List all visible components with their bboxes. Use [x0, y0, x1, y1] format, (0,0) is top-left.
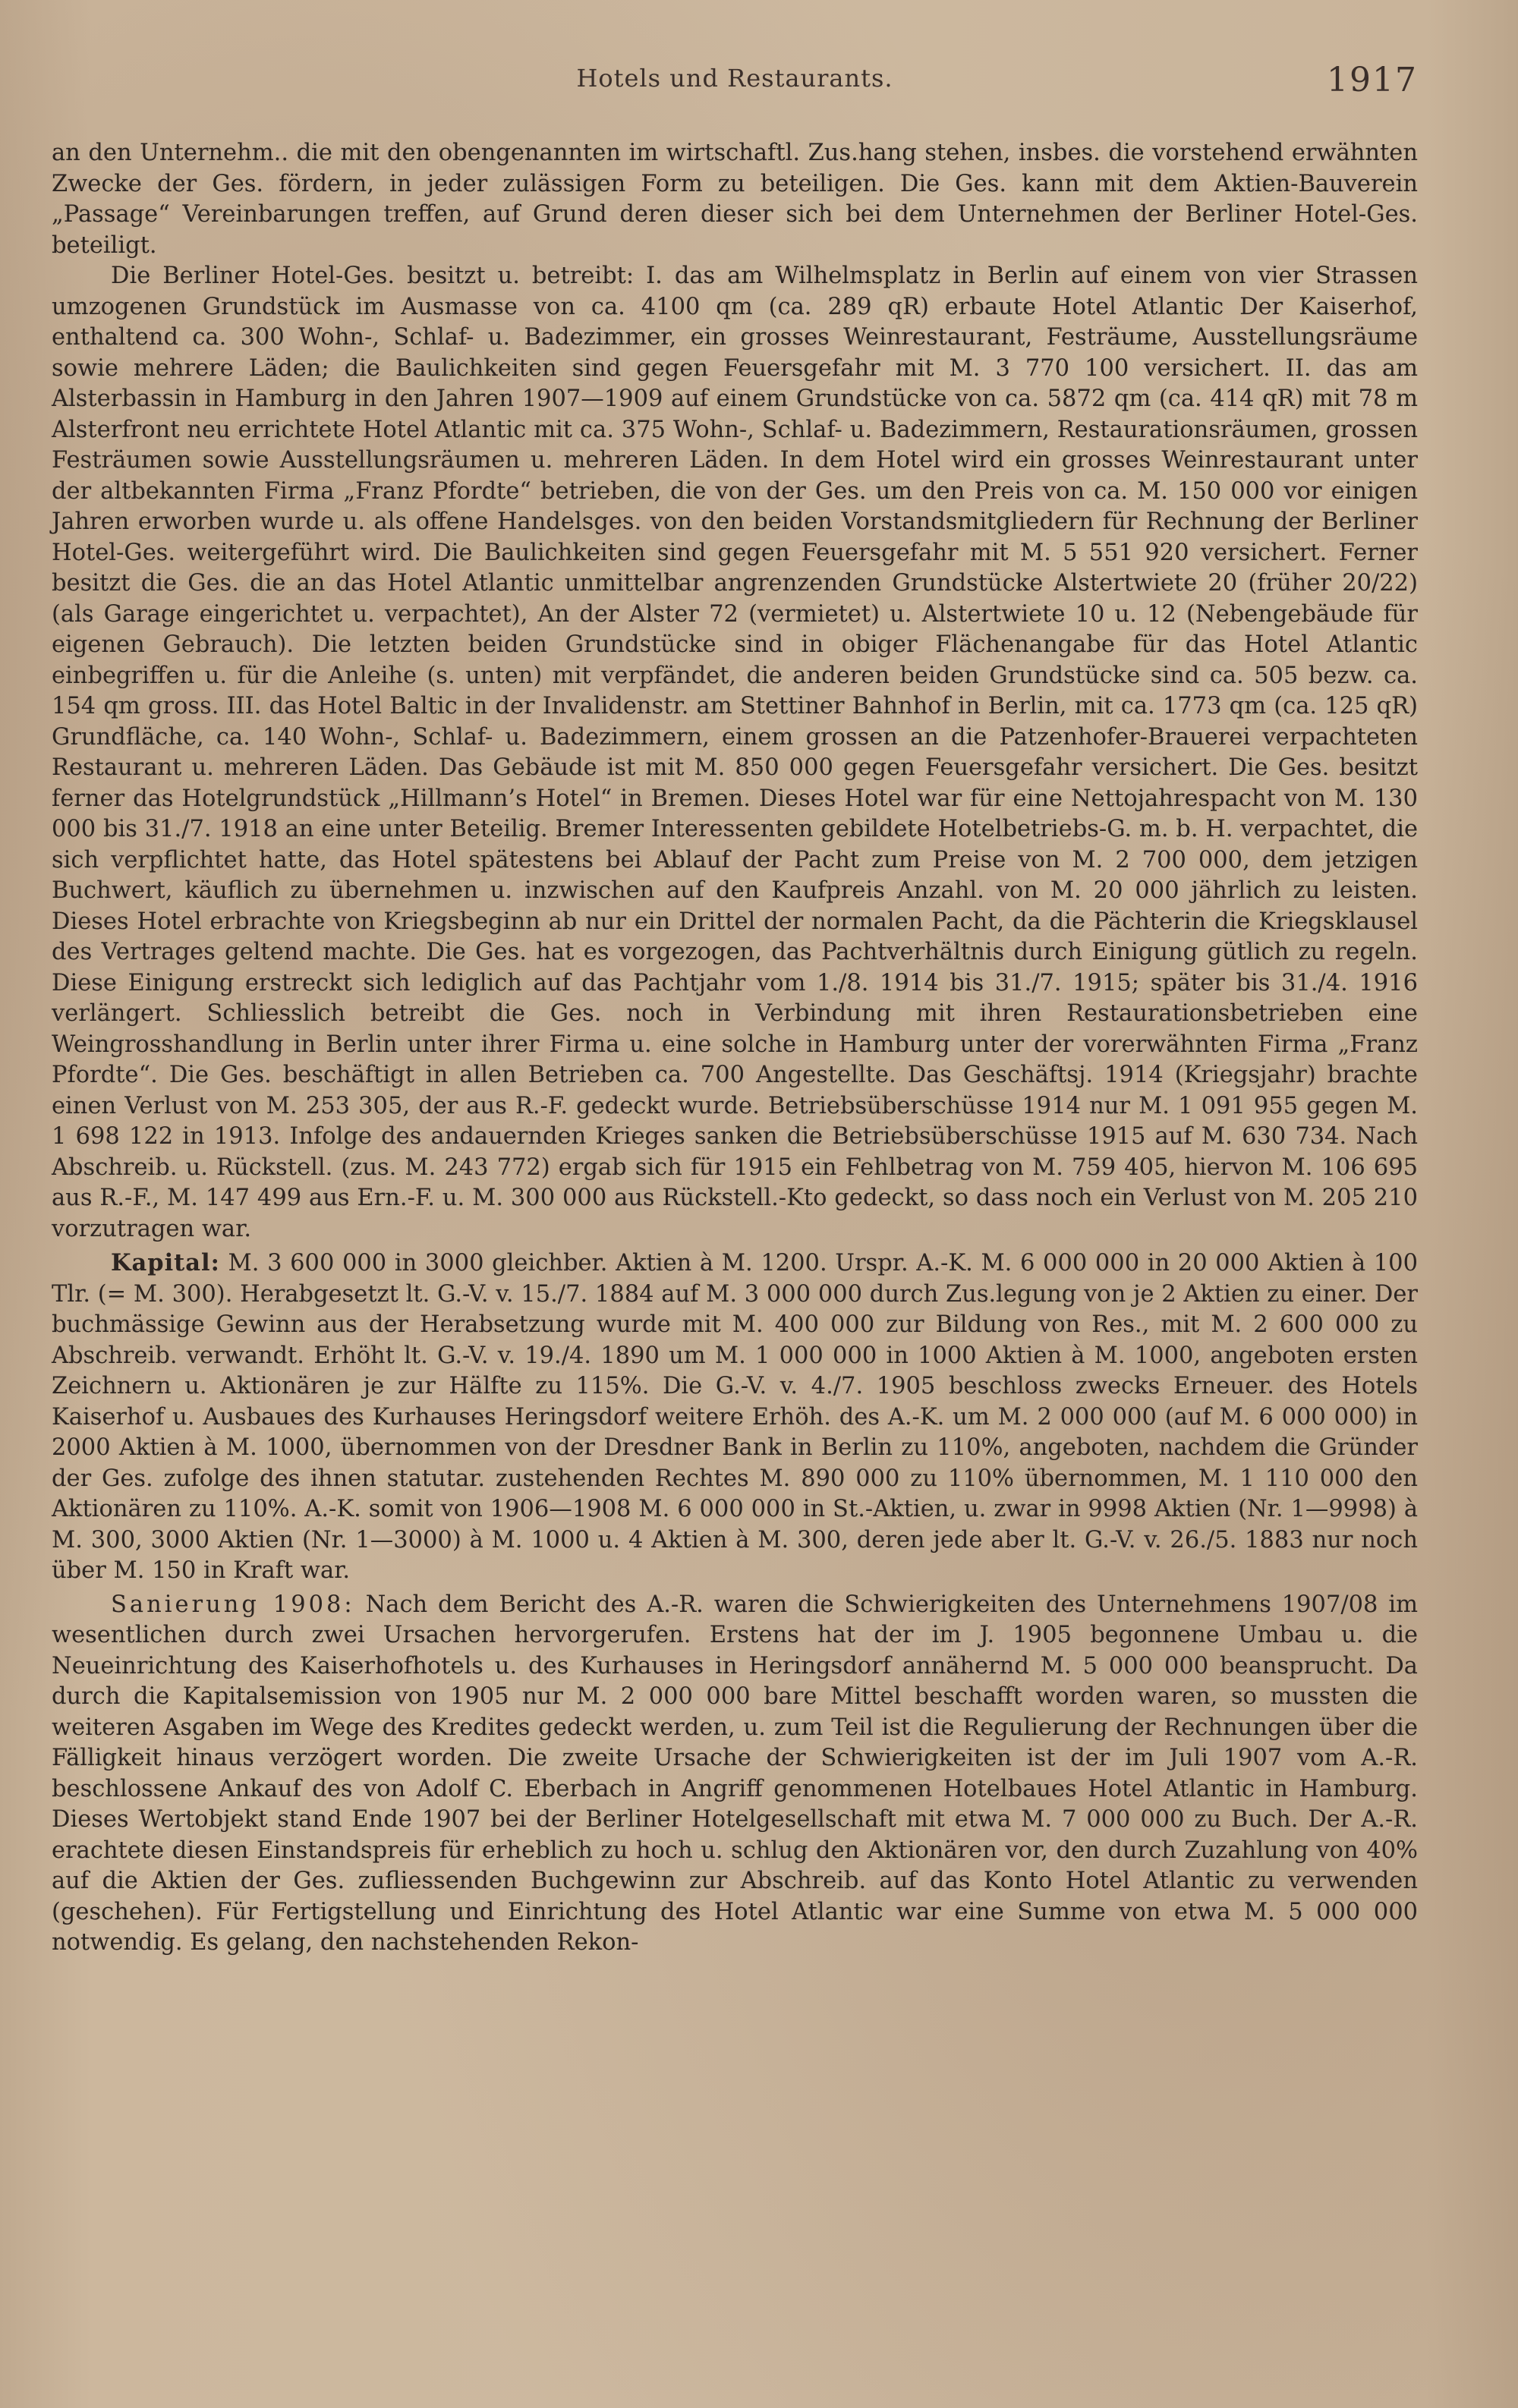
sanierung-text: Nach dem Bericht des A.-R. waren die Schwierigkeiten des Unternehmens 1907/08 im wesentlichen durch zwei Ursachen hervorgerufen. Erstens hat der im J. 1905 begonnene Umbau u. die Neueinrichtung des Kaiserhofhotels u. des Kurhauses in Heringsdorf annähernd M. 5 000 000 beansprucht. Da durch die Kapitalsemission von 1905 nur M. 2 000 000 bare Mittel beschafft worden waren, so mussten die weiteren Asgaben im Wege des Kredites gedeckt werden, u. zum Teil ist die Regulierung der Rechnungen über die Fälligkeit hinaus verzögert worden. Die zweite Ursache der Schwierigkeiten ist der im Juli 1907 vom A.-R. beschlossene Ankauf des von Adolf C. Eberbach in Angriff genommenen Hotelbaues Hotel Atlantic in Hamburg. Dieses Wertobjekt stand Ende 1907 bei der Berliner Hotelgesellschaft mit etwa M. 7 000 000 zu Buch. Der A.-R. erachtete diesen Einstandspreis für erheblich zu hoch u. schlug den Aktionären vor, den durch Zuzahlung von 40% auf die Aktien der Ges. zufliessenden Buchgewinn zur Abschreib. auf das Konto Hotel Atlantic zu verwenden (geschehen). Für Fertigstellung und Einrichtung des Hotel Atlantic war eine Summe von etwa M. 5 000 000 notwendig. Es gelang, den nachstehenden Rekon- [52, 1591, 1418, 1956]
paragraph-continuation: an den Unternehm.. die mit den obengenannten im wirtschaftl. Zus.hang stehen, insbes. die vorstehend erwähnten Zwecke der Ges. fördern, in jeder zulässigen Form zu beteiligen. Die Ges. kann mit dem Aktien-Bauverein „Passage“ Vereinbarungen treffen, auf Grund deren dieser sich bei dem Unternehmen der Berliner Hotel-Ges. beteiligt. [52, 140, 1418, 259]
page-header [52, 59, 1418, 105]
kapital-label: Kapital: [111, 1249, 220, 1276]
kapital-text: M. 3 600 000 in 3000 gleichber. Aktien à M. 1200. Urspr. A.-K. M. 6 000 000 in 20 000 Aktien à 100 Tlr. (= M. 300). Herabgesetzt lt. G.-V. v. 15./7. 1884 auf M. 3 000 000 durch Zus.legung von je 2 Aktien zu einer. Der buchmässige Gewinn aus der Herabsetzung wurde mit M. 400 000 zur Bildung von Res., mit M. 2 600 000 zu Abschreib. verwandt. Erhöht lt. G.-V. v. 19./4. 1890 um M. 1 000 000 in 1000 Aktien à M. 1000, angeboten ersten Zeichnern u. Aktionären je zur Hälfte zu 115%. Die G.-V. v. 4./7. 1905 beschloss zwecks Erneuer. des Hotels Kaiserhof u. Ausbaues des Kurhauses Heringsdorf weitere Erhöh. des A.-K. um M. 2 000 000 (auf M. 6 000 000) in 2000 Aktien à M. 1000, übernommen von der Dresdner Bank in Berlin zu 110%, angeboten, nachdem die Gründer der Ges. zufolge des ihnen statutar. zustehenden Rechtes M. 890 000 zu 110% übernommen, M. 1 110 000 den Aktionären zu 110%. A.-K. somit von 1906—1908 M. 6 000 000 in St.-Aktien, u. zwar in 9998 Aktien (Nr. 1—9998) à M. 300, 3000 Aktien (Nr. 1—3000) à M. 1000 u. 4 Aktien à M. 300, deren jede aber lt. G.-V. v. 26./5. 1883 nur noch über M. 150 in Kraft war. [52, 1250, 1418, 1584]
body-text [52, 138, 1418, 1959]
paragraph-sanierung [52, 1590, 1418, 1959]
paragraph-holdings: Die Berliner Hotel-Ges. besitzt u. betreibt: I. das am Wilhelmsplatz in Berlin auf einem von vier Strassen umzogenen Grundstück im Ausmasse von ca. 4100 qm (ca. 289 qR) erbaute Hotel Atlantic Der Kaiserhof, enthaltend ca. 300 Wohn-, Schlaf- u. Badezimmer, ein grosses Weinrestaurant, Festräume, Ausstellungsräume sowie mehrere Läden; die Baulichkeiten sind gegen Feuersgefahr mit M. 3 770 100 versichert. II. das am Alsterbassin in Hamburg in den Jahren 1907—1909 auf einem Grundstücke von ca. 5872 qm (ca. 414 qR) mit 78 m Alsterfront neu errichtete Hotel Atlantic mit ca. 375 Wohn-, Schlaf- u. Badezimmern, Restaurationsräumen, grossen Festräumen sowie Ausstellungsräumen u. mehreren Läden. In dem Hotel wird ein grosses Weinrestaurant unter der altbekannten Firma „Franz Pfordte“ betrieben, die von der Ges. um den Preis von ca. M. 150 000 vor einigen Jahren erworben wurde u. als offene Handelsges. von den beiden Vorstandsmitgliedern für Rechnung der Berliner Hotel-Ges. weitergeführt wird. Die Baulichkeiten sind gegen Feuersgefahr mit M. 5 551 920 versichert. Ferner besitzt die Ges. die an das Hotel Atlantic unmittelbar angrenzenden Grundstücke Alstertwiete 20 (früher 20/22) (als Garage eingerichtet u. verpachtet), An der Alster 72 (vermietet) u. Alstertwiete 10 u. 12 (Nebengebäude für eigenen Gebrauch). Die letzten beiden Grundstücke sind in obiger Flächenangabe für das Hotel Atlantic einbegriffen u. für die Anleihe (s. unten) mit verpfändet, die anderen beiden Grundstücke sind ca. 505 bezw. ca. 154 qm gross. III. das Hotel Baltic in der Invalidenstr. am Stettiner Bahnhof in Berlin, mit ca. 1773 qm (ca. 125 qR) Grundfläche, ca. 140 Wohn-, Schlaf- u. Badezimmern, einem grossen an die Patzenhofer-Brauerei verpachteten Restaurant u. mehreren Läden. Das Gebäude ist mit M. 850 000 gegen Feuersgefahr versichert. Die Ges. besitzt ferner das Hotelgrundstück „Hillmann’s Hotel“ in Bremen. Dieses Hotel war für eine Nettojahrespacht von M. 130 000 bis 31./7. 1918 an eine unter Beteilig. Bremer Interessenten gebildete Hotelbetriebs-G. m. b. H. verpachtet, die sich verpflichtet hatte, das Hotel spätestens bei Ablauf der Pacht zum Preise von M. 2 700 000, dem jetzigen Buchwert, käuflich zu übernehmen u. inzwischen auf den Kaufpreis Anzahl. von M. 20 000 jährlich zu leisten. Dieses Hotel erbrachte von Kriegsbeginn ab nur ein Drittel der normalen Pacht, da die Pächterin die Kriegsklausel des Vertrages geltend machte. Die Ges. hat es vorgezogen, das Pachtverhältnis durch Einigung gütlich zu regeln. Diese Einigung erstreckt sich lediglich auf das Pachtjahr vom 1./8. 1914 bis 31./7. 1915; später bis 31./4. 1916 verlängert. Schliesslich betreibt die Ges. noch in Verbindung mit ihren Restaurationsbetrieben eine Weingrosshandlung in Berlin unter ihrer Firma u. eine solche in Hamburg unter der vorerwähnten Firma „Franz Pfordte“. Die Ges. beschäftigt in allen Betrieben ca. 700 Angestellte. Das Geschäftsj. 1914 (Kriegsjahr) brachte einen Verlust von M. 253 305, der aus R.-F. gedeckt wurde. Betriebsüberschüsse 1914 nur M. 1 091 955 gegen M. 1 698 122 in 1913. Infolge des andauernden Krieges sanken die Betriebsüberschüsse 1915 auf M. 630 734. Nach Abschreib. u. Rückstell. (zus. M. 243 772) ergab sich für 1915 ein Fehlbetrag von M. 759 405, hiervon M. 106 695 aus R.-F., M. 147 499 aus Ern.-F. u. M. 300 000 aus Rückstell.-Kto gedeckt, so dass noch ein Verlust von M. 205 210 vorzutragen war. [52, 263, 1418, 1242]
running-title: Hotels und Restaurants. [576, 64, 893, 93]
sanierung-label: Sanierung 1908: [111, 1591, 355, 1618]
page-number: 1917 [1327, 61, 1418, 99]
paragraph-kapital [52, 1248, 1418, 1587]
